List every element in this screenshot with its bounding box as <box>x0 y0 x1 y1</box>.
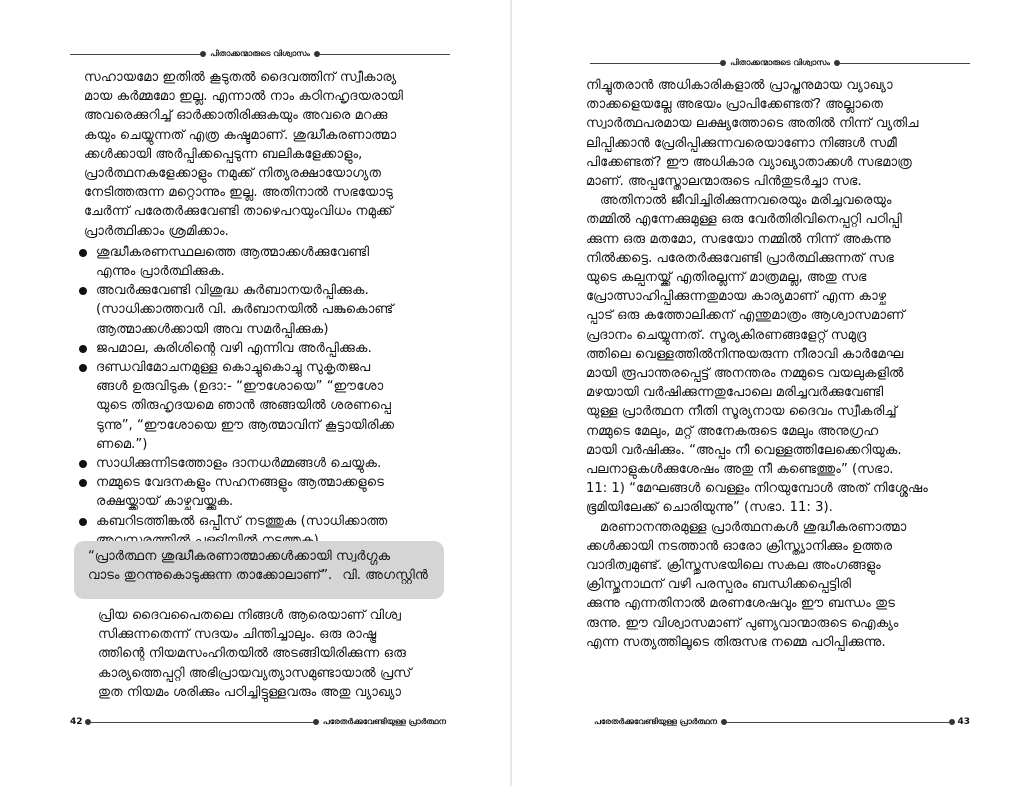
text-line: കാര്യത്തെപ്പറ്റി അഭിപ്രായവ്യത്യാസമുണ്ടായാൽ പ്രസ് <box>98 665 412 681</box>
left-closing <box>84 606 444 702</box>
right-running-head <box>590 57 970 69</box>
rule-line <box>590 63 720 64</box>
text-line: എന്ന സത്യത്തിലൂടെ തിരുസഭ നമ്മെ പഠിപ്പിക്കുന്നു. <box>586 634 886 650</box>
quote-attribution: വി. അഗസ്റ്റിൻ <box>342 568 428 584</box>
text-line: നമ്മുടെ വേദനകളും സഹനങ്ങളും ആത്മാക്കളുടെ <box>96 475 384 491</box>
text-line: യുടെ കല്പനയ്ക്ക് എതിരല്ലന്ന് മാത്രമല്ല, അതു സഭ <box>586 270 867 286</box>
text-line: അവരെക്കുറിച്ച് ഓർക്കാതിരിക്കുകയും അവരെ മറക്കു <box>84 108 388 124</box>
text-line: ണമെ.”) <box>96 436 148 452</box>
bullet-item <box>78 473 444 511</box>
running-head-text: പിതാക്കന്മാരുടെ വിശ്വാസം <box>730 58 830 67</box>
quote-line: “പ്രാർത്ഥന ശുദ്ധീകരണാത്മാക്കൾക്കായി സ്വർഗ്ഗക <box>88 549 391 564</box>
text-line: മഴയായി വർഷിക്കുന്നതുപോലെ മരിച്ചവർക്കുവേണ്ടി <box>586 385 884 401</box>
text-line: ങ്ങൾ ഉരുവിടുക (ഉദാ:- “ഈശോയെ” “ഈശോ <box>96 379 384 395</box>
text-line: ദണ്ഡവിമോചനമുള്ള കൊച്ചുകൊച്ചു സുകൃതജപ <box>96 360 371 376</box>
text-line: പിക്കേണ്ടത്? ഈ അധികാര വ്യാഖ്യാതാക്കൾ സഭമാത്ര <box>586 154 912 170</box>
text-line: സിക്കുന്നതെന്ന് സദയം ചിന്തിച്ചാലും. ഒരു രാഷ്ട്ര <box>98 627 377 643</box>
text-line: കയും ചെയ്യുന്നത് എത്ര കഷ്ടമാണ്. ശുദ്ധീകരണാത്മാ <box>84 127 397 143</box>
right-page <box>512 0 1024 786</box>
text-line: ആത്മാക്കൾക്കായി അവ സമർപ്പിക്കുക) <box>96 321 329 337</box>
rule-line <box>320 54 450 55</box>
text-line: പ്രാർത്ഥിക്കാം ശ്രമിക്കാം. <box>84 223 229 239</box>
text-line: മാണ്. അപ്പസ്തോലന്മാരുടെ പിൻതുടർച്ചാ സഭ. <box>586 174 862 190</box>
bullet-list <box>78 243 444 550</box>
bullet-icon <box>79 518 87 526</box>
page-number: 43 <box>957 717 970 727</box>
paragraph-2 <box>586 191 958 517</box>
rule-line <box>70 54 200 55</box>
left-body <box>84 68 444 550</box>
text-line: പ്രോത്സാഹിപ്പിക്കുന്നതുമായ കാര്യമാണ് എന്ന കാഴ്ച <box>586 289 887 305</box>
quote-line: വാടം തുറന്നുകൊടുക്കുന്ന താക്കോലാണ്”. <box>88 568 333 584</box>
text-line: മരണാനന്തരമുള്ള പ്രാർത്ഥനകൾ ശുദ്ധീകരണാത്മാ <box>600 519 907 535</box>
quote-box <box>74 541 444 599</box>
bullet-item <box>78 243 444 281</box>
text-line: പ്രാർത്ഥനകളേക്കാളും നമുക്ക് നിത്യരക്ഷായോഗ്യത <box>84 166 382 182</box>
text-line: തമ്മിൽ എന്നേക്കുമുള്ള ഒരു വേർതിരിവിനെപ്പറ്റി പഠിപ്പി <box>586 212 902 228</box>
text-line: നേടിത്തരുന്ന മറ്റൊന്നും ഇല്ല. അതിനാൽ സഭയോടു <box>84 185 393 201</box>
text-line: പലനാളുകൾക്കുശേഷം അതു നീ കണ്ടെത്തും” (സഭാ. <box>586 462 894 478</box>
closing-paragraph <box>84 606 444 702</box>
text-line: എന്നും പ്രാർത്ഥിക്കുക. <box>96 264 225 280</box>
bullet-icon <box>79 364 87 372</box>
text-line: ടുന്നു”, “ഈശോയെ ഈ ആത്മാവിന് കൂട്ടായിരിക്ക <box>96 417 395 433</box>
text-line: നമ്മുടെ മേലും, മറ്റ് അനേകരുടെ മേലും അനുഗ്രഹ <box>586 423 879 439</box>
running-head-text: പിതാക്കന്മാരുടെ വിശ്വാസം <box>210 49 310 58</box>
text-line: അതിനാൽ ജീവിച്ചിരിക്കുന്നവരെയും മരിച്ചവരെയും <box>600 193 892 209</box>
rule-line <box>91 722 313 723</box>
text-line: ക്കൾക്കായി നടത്താൻ ഓരോ ക്രിസ്ത്യാനിക്കും ഉത്തര <box>586 538 893 554</box>
bullet-item <box>78 339 444 358</box>
text-line: ക്കുന്ന ഒരു മതമോ, സഭയോ നമ്മിൽ നിന്ന് അകന്നു <box>586 231 891 247</box>
text-line: ക്രിസ്തുനാഥന് വഴി പരസ്പരം ബന്ധിക്കപ്പെട്ടിരി <box>586 577 851 593</box>
bullet-item <box>78 454 444 473</box>
left-footer <box>70 716 450 728</box>
paragraph-3 <box>586 518 958 652</box>
paragraph-1 <box>586 76 958 191</box>
page-number: 42 <box>70 717 83 727</box>
rule-line <box>727 722 949 723</box>
footer-title: പരേതർക്കുവേണ്ടിയുള്ള പ്രാർത്ഥന <box>322 717 446 726</box>
right-footer <box>590 716 970 728</box>
right-body <box>586 76 958 652</box>
text-line: മായി വർഷിക്കും. “അപ്പം നീ വെള്ളത്തിലേക്കെറിയുക. <box>586 442 902 458</box>
text-line: പ്രിയ ദൈവപൈതലെ നിങ്ങൾ ആരെയാണ് വിശ്വ <box>98 608 401 623</box>
text-line: പ്പാട് ഒരു കത്തോലിക്കന് എന്തുമാത്രം ആശ്വാസമാണ് <box>586 308 905 324</box>
text-line: ക്കൾക്കായി അർപ്പിക്കപ്പെടുന്ന ബലികളേക്കാളും, <box>84 146 363 162</box>
text-line: മായി രൂപാന്തരപ്പെട്ട് അനന്തരം നമ്മുടെ വയലുകളിൽ <box>586 366 904 382</box>
text-line: ത്തിലെ വെള്ളത്തിൽനിന്നുയരുന്ന നീരാവി കാർമേഘ <box>586 346 904 362</box>
text-line: ജപമാല, കുരിശിന്റെ വഴി എന്നിവ അർപ്പിക്കുക. <box>96 340 372 356</box>
text-line: ലിപ്പിക്കാൻ പ്രേരിപ്പിക്കുന്നവരെയാണോ നിങ്ങൾ സമീ <box>586 135 897 151</box>
text-line: ഭൂമിയിലേക്ക് ചൊരിയുന്നു” (സഭാ. 11: 3). <box>586 500 833 516</box>
bullet-icon <box>79 287 87 295</box>
text-line: താക്കളെയല്ലേ അഭയം പ്രാപിക്കേണ്ടത്? അല്ലാതെ <box>586 97 884 113</box>
intro-paragraph <box>84 68 444 241</box>
bullet-item <box>78 358 444 454</box>
footer-title: പരേതർക്കുവേണ്ടിയുള്ള പ്രാർത്ഥന <box>594 717 718 726</box>
text-line: രക്ഷയ്ക്കായ് കാഴ്ചവയ്ക്കുക. <box>96 494 234 510</box>
text-line: തുത നിയമം ശരിക്കും പഠിച്ചിട്ടുള്ളവരും അതു വ്യാഖ്യാ <box>98 684 402 700</box>
bullet-icon <box>79 479 87 487</box>
text-line: നിൽക്കട്ടെ. പരേതർക്കുവേണ്ടി പ്രാർത്ഥിക്കുന്നത് സഭ <box>586 250 895 266</box>
text-line: ചേർന്ന് പരേതർക്കുവേണ്ടി താഴെപറയുംവിധം നമുക്ക് <box>84 204 393 220</box>
bullet-item <box>78 281 444 339</box>
text-line: വാദിത്വമുണ്ട്. ക്രിസ്തുസഭയിലെ സകല അംഗങ്ങളും <box>586 558 881 574</box>
text-line: മായ കർമ്മമോ ഇല്ല. എന്നാൽ നാം കഠിനഹൃദയരായി <box>84 89 403 105</box>
rule-line <box>840 63 970 64</box>
text-line: ത്തിന്റെ നിയമസംഹിതയിൽ അടങ്ങിയിരിക്കുന്ന ഒരു <box>98 646 407 662</box>
text-line: സ്വാർത്ഥപരമായ ലക്ഷ്യത്തോടെ അതിൽ നിന്ന് വ്യതിച <box>586 116 919 132</box>
text-line: (സാധിക്കാത്തവർ വി. കുർബാനയിൽ പങ്കുകൊണ്ട് <box>96 302 394 318</box>
text-line: ശുദ്ധീകരണസ്ഥലത്തെ ആത്മാക്കൾക്കുവേണ്ടി <box>96 244 370 260</box>
text-line: പ്രദാനം ചെയ്യുന്നത്. സൂര്യകിരണങ്ങളേറ്റ് സമുദ്ര <box>586 327 867 343</box>
text-line: രുന്നു. ഈ വിശ്വാസമാണ് പുണ്യവാന്മാരുടെ ഐക്യം <box>586 615 899 631</box>
text-line: സാധിക്കുന്നിടത്തോളം ദാനധർമ്മങ്ങൾ ചെയ്യുക. <box>96 456 382 472</box>
text-line: അവർക്കുവേണ്ടി വിശുദ്ധ കുർബാനയർപ്പിക്കുക. <box>96 283 369 299</box>
text-line: യുള്ള പ്രാർത്ഥന നീതി സൂര്യനായ ദൈവം സ്വീകരിച്ച് <box>586 404 897 420</box>
bullet-icon <box>79 460 87 468</box>
text-line: കബറിടത്തിങ്കൽ ഒപ്പീസ് നടത്തുക (സാധിക്കാത്ത <box>96 513 388 529</box>
text-line: 11: 1) “മേഘങ്ങൾ വെള്ളം നിറയുമ്പോൾ അത് നിശ്ശേഷം <box>586 481 928 497</box>
text-line: യുടെ തിരുഹൃദയമെ ഞാൻ അങ്ങയിൽ ശരണപ്പെ <box>96 398 392 414</box>
bullet-dot-icon <box>949 719 955 725</box>
text-line: സഹായമോ ഇതിൽ കൂടുതൽ ദൈവത്തിന് സ്വീകാര്യ <box>84 70 397 85</box>
text-line: ക്കുന്നു എന്നതിനാൽ മരണശേഷവും ഈ ബന്ധം തുട <box>586 596 895 612</box>
text-line: നിച്ചുതരാൻ അധികാരികളാൽ പ്രാപ്തനുമായ വ്യാഖ്യാ <box>586 78 893 93</box>
left-running-head <box>70 48 450 60</box>
bullet-icon <box>79 249 87 257</box>
bullet-icon <box>79 345 87 353</box>
